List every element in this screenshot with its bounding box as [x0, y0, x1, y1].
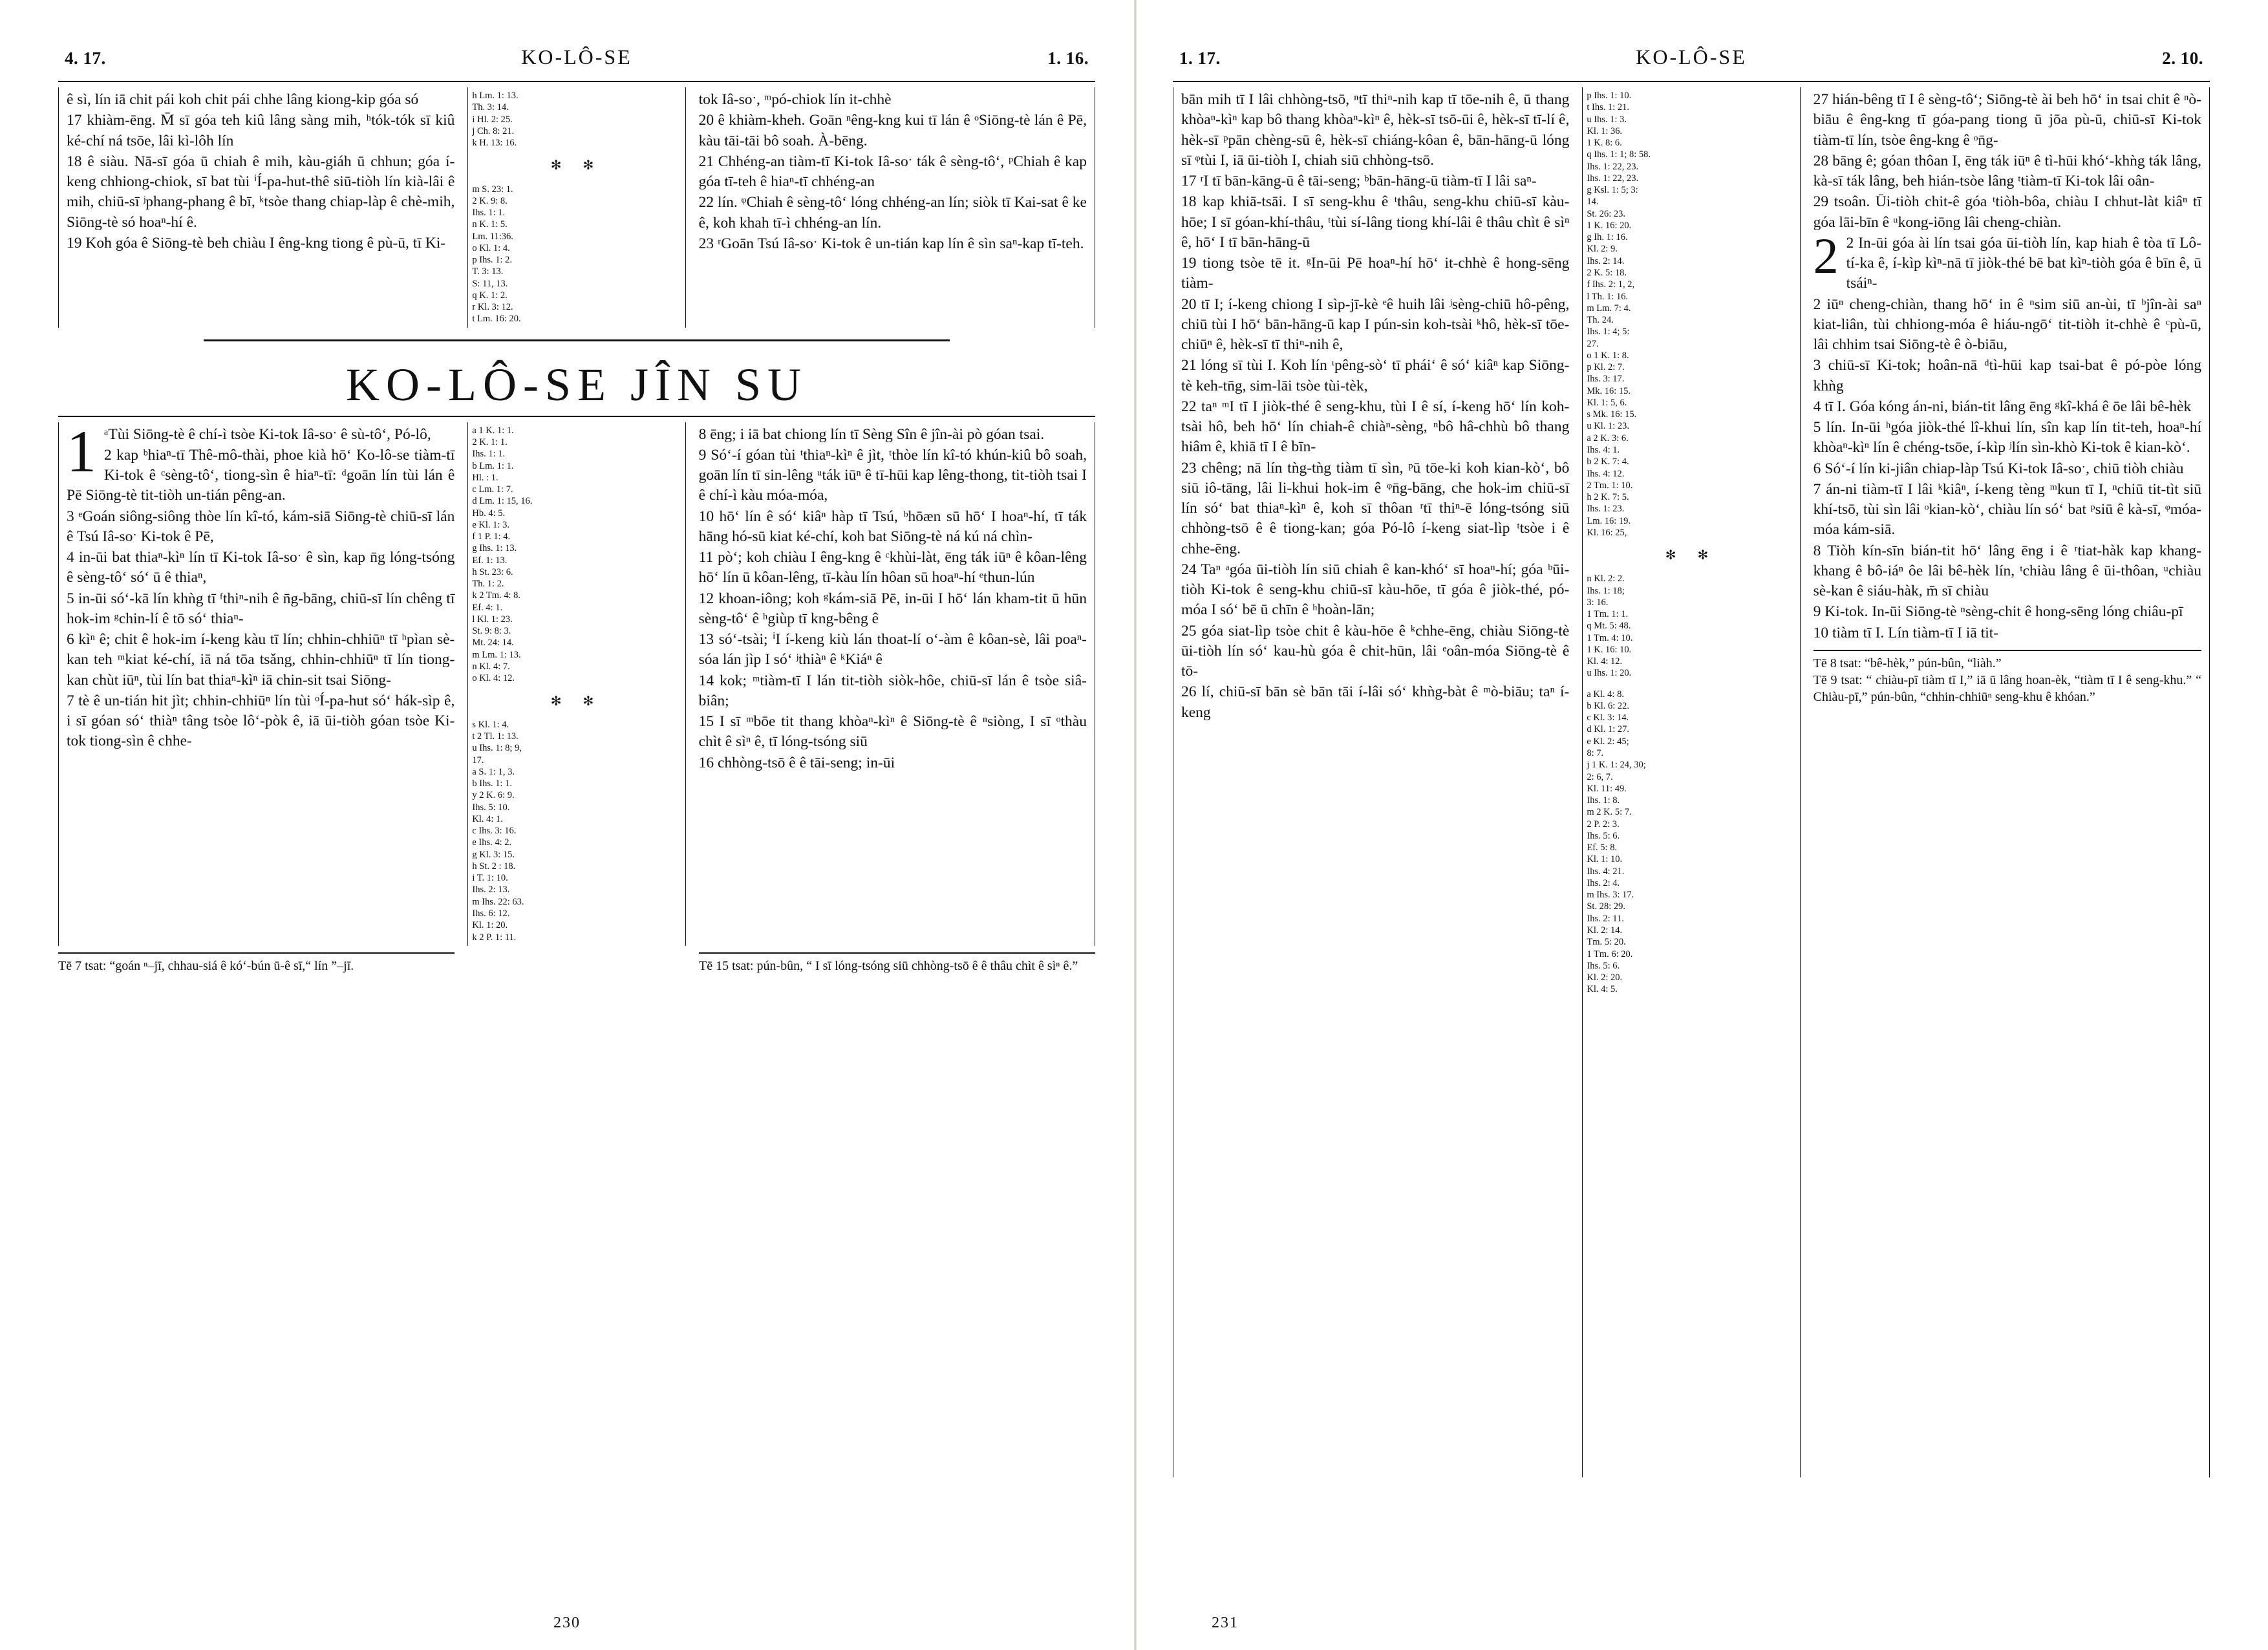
chapter-opening-paragraph — [1813, 227, 2201, 294]
reference-entry: i Hl. 2: 25. — [472, 114, 513, 125]
reference-entry: 1 Tm. 1: 1. — [1587, 609, 1629, 620]
verse-paragraph: 24 Taⁿ ᵃgóa ūi-tiòh lín siū chiah ê kan-khó‘ sī hoaⁿ-hí; góa ᵇūi-tiòh Ki-tok ê seng-khu chiū-sī kàu-hōe, tī góa ê jiòk-thé, pó-móa I só‘ bē ū chīn ê ʰhoàn-lān; — [1181, 561, 1570, 619]
reference-entry: k 2 P. 1: 11. — [472, 932, 517, 943]
reference-entry: Ihs. 5: 6. — [1587, 960, 1620, 971]
reference-entry: m S. 23: 1. — [472, 184, 513, 195]
reference-entry: s Kl. 1: 4. — [472, 719, 509, 730]
reference-entry: g Ihs. 1: 13. — [472, 543, 517, 554]
reference-entry: j Ch. 8: 21. — [472, 125, 515, 136]
verse-paragraph: 17 ʳI tī bān-kāng-ū ê tāi-seng; ᵇbān-hāng-ū tiàm-tī I lâi saⁿ- — [1181, 173, 1537, 189]
reference-entry: Ihs. 1: 18; — [1587, 585, 1625, 596]
reference-entry: g Kl. 3: 15. — [472, 849, 515, 860]
verse-text: ᵃTùi Siōng-tè ê chí-ì tsòe Ki-tok Iâ-soˑ ê sù-tô‘, Pó-lô, — [104, 425, 431, 443]
verse-paragraph: 29 tsoân. Ūi-tiòh chit-ê góa ᵗtiòh-bôa, chiàu I chhut-làt kiâⁿ tī góa lāi-bīn ê ᵘkong-iōng lâi cheng-chiàn. — [1813, 193, 2201, 231]
reference-entry: b Lm. 1: 1. — [472, 460, 514, 471]
verse-paragraph: 4 in-ūi bat thiaⁿ-kìⁿ lín tī Ki-tok Iâ-soˑ ê sìn, kap n̄g lóng-tsóng ê sèng-tô‘ só‘ ū ê thiaⁿ, — [67, 549, 455, 586]
verse-paragraph: 7 tè ê un-tián hit jìt; chhin-chhiūⁿ lín tùi ᵒÍ-pa-hut só‘ hák-sìp ê, i sī góan só‘ thiàⁿ tâng tsòe lô‘-pòk ê, iā ūi-tiòh góan tsòe Ki-tok tiong-sìn ê chhe- — [67, 692, 455, 750]
reference-entry: Kl. 1: 20. — [472, 920, 508, 931]
reference-entry: h 2 K. 7: 5. — [1587, 492, 1629, 503]
reference-entry: k H. 13: 16. — [472, 138, 517, 149]
reference-entry: r Kl. 3: 12. — [472, 302, 513, 313]
reference-entry: f 1 P. 1: 4. — [472, 531, 511, 542]
verse-paragraph: 25 góa siat-lìp tsòe chit ê kàu-hōe ê ᵏchhe-ēng, chiàu Siōng-tè ūi-tiòh lín só‘ kau-hù góa ê chit-hūn, lâi ᵉoân-móa Siōng-tè ê tō- — [1181, 622, 1570, 680]
section-divider-stars: ✻ ✻ — [1665, 548, 1718, 563]
reference-entry: h Lm. 1: 13. — [472, 91, 519, 101]
reference-entry: q K. 1: 2. — [472, 290, 508, 301]
left-column-three — [58, 418, 461, 946]
reference-entry: u Ihs. 1: 8; 9, — [472, 743, 522, 754]
left-column-two — [692, 87, 1095, 328]
right-footnote-one: Tē 8 tsat: “bê-hèk,” pún-bûn, “liàh.” — [1813, 650, 2201, 672]
right-column-one — [1173, 87, 1576, 1477]
verse-paragraph: 20 ê khiàm-kheh. Goān ⁿêng-kng kui tī lán ê ᵒSiōng-tè lán ê Pē, kàu tāi-tāi bô soah. À-bēng. — [698, 112, 1087, 149]
reference-entry: s Mk. 16: 15. — [1587, 409, 1637, 420]
reference-entry: l Kl. 1: 23. — [472, 614, 513, 625]
right-page-number: 231 — [1212, 1614, 1239, 1631]
reference-entry: u Ihs. 1: 3. — [1587, 114, 1627, 125]
right-columns — [1173, 81, 2210, 1477]
reference-entry: b 2 K. 7: 4. — [1587, 456, 1629, 467]
reference-entry: h St. 23: 6. — [472, 566, 513, 577]
reference-entry: Ihs. 2: 11. — [1587, 913, 1624, 924]
reference-entry: Ihs. 2: 14. — [1587, 255, 1625, 266]
verse-paragraph: 23 chêng; nā lín tǹg-tǹg tiàm tī sìn, ᵖū tōe-ki koh kian-kò‘, bô siū iô-tāng, lâi li-khui hok-im ê ᵠn̄g-bāng, che hok-im chiū-sī lín só‘ bat thiaⁿ-kìⁿ ê, koh sī thôan ʳtī thiⁿ-ē lóng-tsóng siū chhòng-tsō ê ê tiong-kan; góa Pó-lô í-keng siat-lìp ᵗtsòe i ê chhe-ēng. — [1181, 459, 1570, 557]
verse-paragraph: 10 tiàm tī I. Lín tiàm-tī I iā tit- — [1813, 624, 1999, 641]
reference-entry: j 1 K. 1: 24, 30; — [1587, 760, 1646, 771]
reference-entry: Ef. 1: 13. — [472, 555, 508, 566]
reference-entry: t Ihs. 1: 21. — [1587, 102, 1630, 113]
reference-entry: Kl. 16: 25, — [1587, 527, 1627, 538]
reference-entry: Kl. 11: 49. — [1587, 783, 1627, 794]
reference-entry: t Lm. 16: 20. — [472, 314, 521, 325]
verse-paragraph: 17 khiàm-ēng. M̄ sī góa teh kiû lâng sàng mih, ʰtók-tók sī kiû ké-chí ná tsōe, lâi kì-lôh lín — [67, 112, 455, 149]
verse-paragraph: 12 khoan-iông; koh ᵍkám-siā Pē, in-ūi I hō‘ lán kham-tit ū hūn sèng-tô‘ ê ʰgiùp tī kng-bêng ê — [698, 590, 1087, 627]
reference-entry: 1 K. 16: 10. — [1587, 644, 1632, 655]
reference-entry: k 2 Tm. 4: 8. — [472, 590, 521, 601]
reference-entry: Ihs. 3: 17. — [1587, 374, 1625, 385]
reference-entry: 8: 7. — [1587, 748, 1604, 758]
reference-entry: Ihs. 4: 1. — [1587, 444, 1620, 455]
verse-text: 2 In-ūi góa ài lín tsai góa ūi-tiòh lín, kap hiah ê tòa tī Lô-tí-ka ê, í-kìp kìⁿ-nā tī jiòk-thé bē bat kìⁿ-tiòh góa ê bīn ê, ū tsáiⁿ- — [1846, 234, 2201, 292]
reference-entry: Kl. 2: 14. — [1587, 925, 1623, 936]
reference-entry: q Ihs. 1: 1; 8: 58. — [1587, 149, 1651, 160]
reference-entry: Lm. 16: 19. — [1587, 515, 1631, 526]
reference-entry: Mt. 24: 14. — [472, 638, 514, 648]
left-head-ref-end: 1. 16. — [1047, 48, 1089, 68]
reference-entry: e Kl. 2: 45; — [1587, 736, 1629, 747]
reference-entry: Kl. 4: 5. — [1587, 984, 1618, 995]
left-head-ref-start: 4. 17. — [65, 48, 106, 68]
left-footnote-two: Tē 15 tsat: pún-bûn, “ I sī lóng-tsóng siū chhòng-tsō ê ê thâu chìt ê sìⁿ ê.” — [699, 952, 1095, 974]
reference-entry: 1 K. 16: 20. — [1587, 220, 1632, 231]
reference-entry: 3: 16. — [1587, 597, 1609, 608]
verse-paragraph: 21 Chhéng-an tiàm-tī Ki-tok Iâ-soˑ ták ê sèng-tô‘, ᵖChiah ê kap góa tī-teh ê hiaⁿ-tī chhéng-an — [698, 153, 1087, 190]
verse-paragraph: 2 kap ᵇhiaⁿ-tī Thê-mô-thài, phoe kià hō‘ Ko-lô-se tiàm-tī Ki-tok ê ᶜsèng-tô‘, tiong-sìn ê hiaⁿ-tī: ᵈgoān lín tùi lán ê Pē Siōng-tè tit-tiòh un-tián pêng-an. — [67, 446, 455, 504]
reference-entry: o Kl. 4: 12. — [472, 673, 515, 684]
reference-entry: Kl. 2: 9. — [1587, 244, 1618, 255]
reference-entry: m Ihs. 22: 63. — [472, 896, 524, 907]
reference-entry: Ihs. 1: 22, 23. — [1587, 173, 1639, 184]
verse-paragraph: 3 ᵉGoán siông-siông thòe lín kî-tó, kám-siā Siōng-tè chiū-sī lán ê Tsú Iâ-soˑ Ki-tok ê Pē, — [67, 508, 455, 545]
verse-paragraph: 10 hō‘ lín ê só‘ kiâⁿ hàp tī Tsú, ᵇhōæn sū hō‘ I hoaⁿ-hí, tī ták hāng hó-sū kiat ké-chí, koh bat Siōng-tè ná kú ná chìn- — [698, 508, 1087, 545]
reference-entry: Ihs. 1: 1. — [472, 449, 506, 460]
left-column-one — [58, 87, 461, 328]
reference-entry: l Th. 1: 16. — [1587, 291, 1629, 302]
reference-entry: 17. — [472, 755, 484, 766]
reference-entry: g Ksl. 1: 5; 3: — [1587, 185, 1638, 196]
drop-cap-chapter-number: 2 — [1813, 227, 1839, 284]
reference-entry: 1 Tm. 4: 10. — [1587, 632, 1633, 643]
verse-paragraph: 15 I sī ᵐbōe tit thang khòaⁿ-kìⁿ ê Siōng-tè ê ⁿsiòng, I sī ᵒthàu chìt ê sìⁿ ê, tī lóng-tsóng siū — [698, 713, 1087, 751]
right-head-ref-start: 1. 17. — [1179, 48, 1221, 68]
verse-paragraph: 4 tī I. Góa kóng án-ni, bián-tit lâng ēng ᵍkî-khá ê ōe lâi bê-hèk — [1813, 398, 2192, 415]
reference-entry: y 2 K. 6: 9. — [472, 790, 515, 801]
reference-entry: 2 K. 5: 18. — [1587, 267, 1627, 278]
right-footnote-two: Tē 9 tsat: “ chiàu-pī tiàm tī I,” iā ū lâng hoan-èk, “tiàm tī I ê seng-khu.” “ Chiàu-pī,” pún-bûn, “chhin-chhiūⁿ seng-khu ê khóan.” — [1813, 672, 2201, 704]
reference-entry: c Kl. 3: 14. — [1587, 712, 1629, 723]
book-title: KO-LÔ-SE JÎN SU — [346, 358, 808, 411]
reference-entry: b Ihs. 1: 1. — [472, 778, 512, 789]
verse-paragraph: 20 tī I; í-keng chiong I sìp-jī-kè ᵉê huih lâi ʲsèng-chiū hô-pêng, chiū tùi I hō‘ bān-hāng-ū kap I pún-sin koh-tsài ᵏhô, hèk-sī tōe-chiūⁿ ê, hèk-sī tī thiⁿ-nih ê, — [1181, 295, 1570, 353]
reference-entry: St. 28: 29. — [1587, 901, 1625, 912]
reference-entry: Kl. 1: 5, 6. — [1587, 397, 1627, 408]
reference-entry: t 2 Tl. 1: 13. — [472, 731, 519, 742]
right-running-head — [1173, 45, 2210, 69]
reference-entry: u Kl. 1: 23. — [1587, 421, 1630, 432]
left-page-number: 230 — [553, 1614, 581, 1631]
right-head-ref-end: 2. 10. — [2162, 48, 2203, 68]
verse-paragraph: 7 án-ni tiàm-tī I lâi ᵏkiâⁿ, í-keng tèng ᵐkun tī I, ⁿchiū tit-tìt siū khí-tsō, tùi sìn lâi ᵒkian-kò‘, chiàu lín só‘ bat ᵖsiū ê kà-sī, ᵠmóa-móa kám-siā. — [1813, 480, 2201, 539]
verse-paragraph: 8 Tiòh kín-sīn bián-tit hō‘ lâng ēng i ê ʳtiat-hàk kap khang-khang ê bô-iáⁿ ôe lâi bê-hèk lín, ᵗchiàu lâng ê ūi-thôan, ᵘchiàu sè-kan ê siáu-hàk, m̄ sī chiàu — [1813, 542, 2201, 599]
verse-paragraph: 11 pò‘; koh chiàu I êng-kng ê ᶜkhùi-làt, ēng ták iūⁿ ê kôan-lêng hō‘ lín ū kôan-lêng, tī-kàu lín hôan sū hoaⁿ-hí ᵉthun-lún — [698, 549, 1087, 586]
verse-paragraph: ê sì, lín iā chit pái koh chit pái chhe lâng kiong-kip góa só — [67, 91, 419, 108]
verse-paragraph: 18 kap khiā-tsāi. I sī seng-khu ê ᵗthâu, seng-khu chiū-sī kàu-hōe; I sī góan-khí-thâu, ᵗtùi sí-lâng tiong khí-lâi ê thâu chìt ê sìⁿ ê, hō‘ I tī bān-hāng-ū — [1181, 193, 1570, 251]
verse-paragraph: 26 lí, chiū-sī bān sè bān tāi í-lâi só‘ khǹg-bàt ê ᵐò-biāu; taⁿ í-keng — [1181, 683, 1570, 721]
reference-entry: o Kl. 1: 4. — [472, 242, 510, 253]
reference-entry: a 1 K. 1: 1. — [472, 425, 514, 436]
verse-paragraph: tok Iâ-soˑ, ᵐpó-chiok lín it-chhè — [698, 91, 892, 108]
verse-paragraph: 28 bāng ê; góan thôan I, ēng ták iūⁿ ê tì-hūi khó‘-khǹg ták lâng, kà-sī ták lâng, beh hián-tsòe lâng ᵗtiàm-tī Ki-tok lâi oân- — [1813, 152, 2201, 189]
reference-entry: Kl. 4: 1. — [472, 813, 503, 824]
verse-paragraph: 19 Koh góa ê Siōng-tè beh chiàu I êng-kng tiong ê pù-ū, tī Ki- — [67, 234, 446, 252]
reference-entry: Ihs. 1: 4; 5: — [1587, 327, 1630, 338]
reference-entry: e Kl. 1: 3. — [472, 519, 509, 530]
left-head-booktitle: KO-LÔ-SE — [521, 45, 632, 69]
reference-entry: 2: 6, 7. — [1587, 771, 1613, 782]
reference-entry: u Ihs. 1: 20. — [1587, 668, 1632, 679]
reference-entry: n K. 1: 5. — [472, 219, 508, 230]
reference-entry: d Lm. 1: 15, 16. — [472, 496, 533, 507]
verse-paragraph: 22 lín. ᵠChiah ê sèng-tô‘ lóng chhéng-an lín; siòk tī Kai-sat ê ke ê, koh khah tī-ì chhéng-an lín. — [698, 194, 1087, 231]
reference-entry: St. 9: 8: 3. — [472, 626, 511, 637]
verse-paragraph: 23 ʳGoān Tsú Iâ-soˑ Ki-tok ê un-tián kap lín ê sìn saⁿ-kap tī-teh. — [698, 235, 1084, 252]
left-column-four — [692, 422, 1095, 946]
reference-entry: 2 Tm. 1: 10. — [1587, 480, 1633, 491]
reference-entry: 2 K. 9: 8. — [472, 195, 508, 206]
verse-paragraph: 5 in-ūi só‘-kā lín khǹg tī ᶠthiⁿ-nih ê n̄g-bāng, chiū-sī lín chêng tī hok-im ᵍchin-lí ê tō só‘ thiaⁿ- — [67, 590, 455, 627]
verse-paragraph: 9 Ki-tok. In-ūi Siōng-tè ⁿsèng-chit ê hong-sēng lóng chiâu-pī — [1813, 603, 2183, 621]
reference-entry: Ef. 5: 8. — [1587, 842, 1618, 853]
reference-entry: 1 K. 8: 6. — [1587, 138, 1622, 149]
left-running-head — [58, 45, 1095, 69]
reference-entry: Ihs. 1: 1. — [472, 208, 506, 219]
reference-entry: Ihs. 5: 6. — [1587, 830, 1620, 841]
verse-paragraph: bān mih tī I lâi chhòng-tsō, ⁿtī thiⁿ-nih kap tī tōe-nih ê, ū thang khòaⁿ-kìⁿ kap bô thang khòaⁿ-kìⁿ ê, hèk-sī tsō-ūi ê, hèk-sī tī-lí ê, hèk-sī ᵖpān chèng-sū ê, hèk-sī chiáng-kôan ê, bān-hāng-ū lóng sī ᵠtùi I, iā ūi-tiòh I, chiah siū chhòng-tsō. — [1181, 91, 1570, 169]
reference-entry: c Lm. 1: 7. — [472, 484, 513, 495]
right-column-two — [1807, 87, 2210, 1477]
reference-entry: Ihs. 2: 13. — [472, 884, 510, 895]
reference-entry: Kl. 1: 10. — [1587, 854, 1623, 865]
left-top-columns — [58, 81, 1095, 328]
verse-paragraph: 27 hián-bêng tī I ê sèng-tô‘; Siōng-tè ài beh hō‘ in tsai chit ê ⁿò-biāu ê êng-kng tī góa-pang tiong ū jōa pù-ū, chiū-sī Ki-tok tiàm-tī lín, tsòe êng-kng ê ᵒn̄g- — [1813, 91, 2201, 149]
reference-entry: f Ihs. 2: 1, 2, — [1587, 279, 1635, 290]
verse-paragraph: 16 chhòng-tsō ê ê tāi-seng; in-ūi — [698, 754, 895, 771]
left-cross-reference-column-top — [467, 87, 685, 328]
verse-paragraph: 3 chiū-sī Ki-tok; hoân-nā ᵈtì-hūi kap tsai-bat ê pó-pòe lóng khǹg — [1813, 357, 2201, 394]
left-footnote-one: Tē 7 tsat: “goán ⁿ–jī, chhau-siá ê kó‘-bún ū-ê sī,“ lín ”–jī. — [58, 952, 455, 974]
reference-entry: Tm. 5: 20. — [1587, 937, 1626, 948]
verse-paragraph: 13 só‘-tsài; ⁱI í-keng kiù lán thoat-lí o‘-àm ê kôan-sè, lâi poaⁿ-sóa lán jìp I só‘ ʲthiàⁿ ê ᵏKiáⁿ ê — [698, 631, 1087, 669]
reference-entry: p Ihs. 1: 2. — [472, 255, 512, 266]
reference-entry: p Kl. 2: 7. — [1587, 362, 1625, 373]
right-head-booktitle: KO-LÔ-SE — [1636, 45, 1747, 69]
reference-entry: 14. — [1587, 197, 1599, 208]
reference-entry: g Ih. 1: 16. — [1587, 232, 1628, 243]
reference-entry: Th. 1: 2. — [472, 579, 504, 590]
reference-entry: e Ihs. 4: 2. — [472, 837, 512, 848]
reference-entry: 2 K. 1: 1. — [472, 436, 508, 447]
reference-entry: Ihs. 1: 22, 23. — [1587, 161, 1639, 172]
reference-entry: h St. 2 : 18. — [472, 861, 516, 872]
reference-entry: Ef. 4: 1. — [472, 602, 503, 613]
reference-entry: Kl. 2: 20. — [1587, 972, 1623, 983]
reference-entry: n Kl. 2: 2. — [1587, 573, 1625, 584]
reference-entry: Th. 3: 14. — [472, 102, 509, 113]
section-divider-stars: ✻ ✻ — [550, 158, 603, 173]
reference-entry: Ihs. 1: 23. — [1587, 504, 1625, 515]
reference-entry: m Lm. 7: 4. — [1587, 303, 1631, 314]
reference-entry: Kl. 4: 12. — [1587, 656, 1623, 667]
verse-paragraph: 5 lín. In-ūi ʰgóa jiòk-thé lî-khui lín, sîn kap lín tit-teh, hoaⁿ-hí khòaⁿ-kìⁿ lín ê chéng-tsōe, í-kìp ʲlín sìn-khò Ki-tok ê kian-kò‘. — [1813, 419, 2201, 456]
reference-entry: a S. 1: 1, 3. — [472, 766, 515, 777]
reference-entry: Ihs. 6: 12. — [472, 908, 510, 919]
reference-entry: 2 P. 2: 3. — [1587, 819, 1620, 830]
left-cross-reference-column-bottom — [467, 422, 685, 946]
reference-entry: Ihs. 4: 12. — [1587, 468, 1625, 479]
reference-entry: S: 11, 13. — [472, 278, 508, 289]
reference-entry: Th. 24. — [1587, 315, 1614, 326]
reference-entry: Ihs. 2: 4. — [1587, 877, 1620, 888]
right-page — [1134, 0, 2268, 1650]
reference-entry: 1 Tm. 6: 20. — [1587, 948, 1633, 959]
verse-paragraph: 2 iūⁿ cheng-chiàn, thang hō‘ in ê ⁿsim siū an-ùi, tī ᵇjîn-ài saⁿ kiat-liân, tùi chhiong-móa ê hiáu-ngō‘ tit-tiòh it-chhè ê ᶜpù-ū, lâi chhim tsai Siōng-tè ê ò-biāu, — [1813, 295, 2201, 353]
reference-entry: Lm. 11:36. — [472, 231, 513, 242]
reference-entry: o 1 K. 1: 8. — [1587, 350, 1629, 361]
reference-entry: d Kl. 1: 27. — [1587, 724, 1630, 735]
reference-entry: Ihs. 1: 8. — [1587, 795, 1620, 806]
section-divider-stars: ✻ ✻ — [550, 694, 603, 709]
reference-entry: a 2 K. 3: 6. — [1587, 433, 1629, 444]
reference-entry: c Ihs. 3: 16. — [472, 826, 517, 837]
verse-paragraph: 9 Só‘-í góan tùi ᵗthiaⁿ-kìⁿ ê jìt, ᵗthòe lín kî-tó khún-kiû bô soah, goān lín tī sin-lêng ᵘták iūⁿ ê tī-hūi kap lêng-thong, tit-tiòh tsai I ê chí-ì kàu móa-móa, — [698, 446, 1087, 504]
reference-entry: b Kl. 6: 22. — [1587, 700, 1630, 711]
left-bottom-columns — [58, 416, 1095, 946]
drop-cap-chapter-number: 1 — [67, 418, 96, 484]
verse-paragraph: 14 kok; ᵐtiàm-tī I lán tit-tiòh siòk-hôe, chiū-sī lán ê tsòe siâ-biân; — [698, 672, 1087, 709]
verse-paragraph: 6 Só‘-í lín ki-jiân chiap-làp Tsú Ki-tok Iâ-soˑ, chiū tiòh chiàu — [1813, 460, 2184, 477]
verse-paragraph: 18 ê siàu. Nā-sī góa ū chiah ê mih, kàu-giáh ū chhun; góa í-keng chhiong-chiok, sī bat tùi ⁱÍ-pa-hut-thê siū-tiòh lín kià-lâi ê mih, chiū-sī ʲphang-phang ê bī, ᵏtsòe thang chiap-làp ê chè-mih, Siōng-tè só hoaⁿ-hí ê. — [67, 153, 455, 231]
reference-entry: Hl. : 1. — [472, 472, 498, 483]
right-cross-reference-column — [1582, 87, 1800, 1477]
reference-entry: Mk. 16: 15. — [1587, 385, 1631, 396]
reference-entry: n Kl. 4: 7. — [472, 661, 510, 672]
reference-entry: T. 3: 13. — [472, 266, 504, 277]
reference-entry: m Lm. 1: 13. — [472, 649, 521, 660]
verse-paragraph: 8 ēng; i iā bat chiong lín tī Sèng Sîn ê jîn-ài pò góan tsai. — [698, 425, 1045, 443]
reference-entry: Hb. 4: 5. — [472, 508, 506, 519]
reference-entry: p Ihs. 1: 10. — [1587, 91, 1632, 101]
reference-entry: a Kl. 4: 8. — [1587, 689, 1624, 700]
reference-entry: Kl. 1: 36. — [1587, 125, 1623, 136]
verse-paragraph: 21 lóng sī tùi I. Koh lín ᶥpêng-sò‘ tī phái‘ ê só‘ kiâⁿ kap Siōng-tè keh-tn̄g, sim-lāi tsòe tùi-tèk, — [1181, 357, 1570, 394]
reference-entry: q Mt. 5: 48. — [1587, 621, 1631, 632]
verse-paragraph: 22 taⁿ ᵐI tī I jiòk-thé ê seng-khu, tùi I ê sí, í-keng hō‘ lín koh-tsài hô, beh hō‘ lín chiah-ê chiàⁿ-sèng, ⁿbô hâ-chhù bô thang hiâm ê, khiā tī I ê bīn- — [1181, 398, 1570, 456]
verse-paragraph: 6 kìⁿ ê; chit ê hok-im í-keng kàu tī lín; chhin-chhiūⁿ tī ʰpìan sè-kan teh ᵐkiat ké-chí, iā ná tōa tsǎng, chhin-chhiūⁿ tī lín tiong-kan chùt iūⁿ, tùi lín bat thiaⁿ-kìⁿ iā chin-sit tsai Siōng- — [67, 631, 455, 689]
reference-entry: Ihs. 4: 21. — [1587, 866, 1625, 877]
reference-entry: 27. — [1587, 338, 1599, 349]
reference-entry: m Ihs. 3: 17. — [1587, 890, 1634, 901]
reference-entry: i T. 1: 10. — [472, 873, 508, 884]
book-title-rule — [204, 339, 950, 341]
reference-entry: m 2 K. 5: 7. — [1587, 807, 1632, 818]
reference-entry: Ihs. 5: 10. — [472, 802, 510, 813]
verse-paragraph: 19 tiong tsòe tē it. ᵍIn-ūi Pē hoaⁿ-hí hō‘ it-chhè ê hong-sēng tiàm- — [1181, 255, 1570, 292]
reference-entry: St. 26: 23. — [1587, 208, 1625, 219]
